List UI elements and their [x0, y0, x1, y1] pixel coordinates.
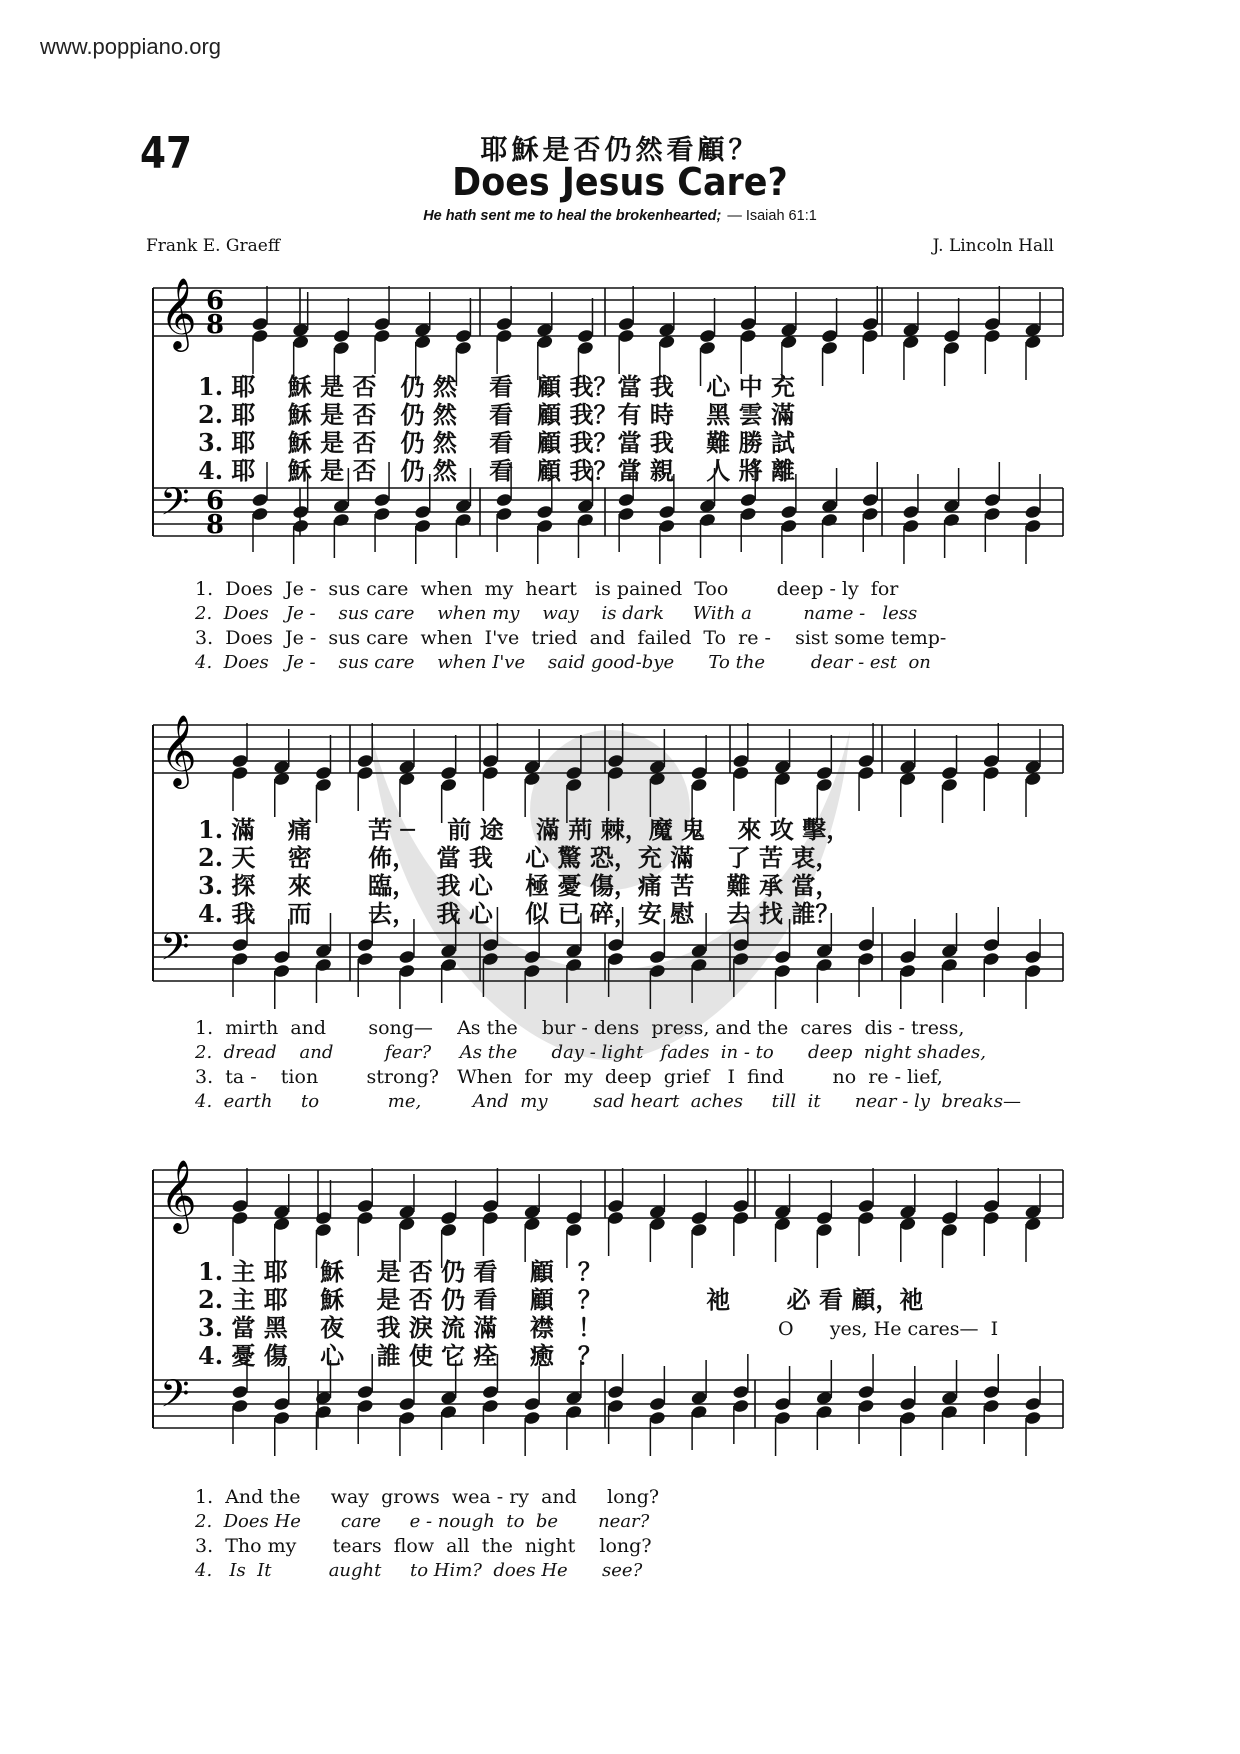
lyric-line-english: 4. Is It aught to Him? does He see? — [195, 1559, 643, 1581]
bass-clef-icon: 𝄢 — [160, 924, 190, 978]
title-english: Does Jesus Care? — [452, 160, 788, 204]
lyric-line-chinese: 2. 天 密 佈， 當 我 心 驚 恐，充 滿 了 苦 衷， — [198, 843, 840, 872]
lyric-line-english: 2. dread and fear? As the day - light fades in - to deep night shades, — [195, 1041, 986, 1063]
lyric-line-english: 1. mirth and song— As the bur - dens press, and the cares dis - tress, — [195, 1017, 965, 1039]
lyric-line-chinese: 1. 耶 穌 是 否 仍 然 看 顧 我？當 我 心 中 充 — [198, 372, 795, 401]
lyric-line-chinese: 2. 耶 穌 是 否 仍 然 看 顧 我？有 時 黑 雲 滿 — [198, 400, 795, 429]
lyric-line-english: 3. Tho my tears flow all the night long? — [195, 1535, 652, 1557]
hymn-number: 47 — [140, 128, 193, 179]
scripture-text: He hath sent me to heal the brokenhearted; — [423, 208, 722, 224]
lyric-line-english: 1. And the way grows wea - ry and long? — [195, 1486, 660, 1508]
lyric-line-chinese: 4. 我 而 去， 我 心 似 已 碎，安 慰 去 找 誰？ — [198, 899, 840, 928]
treble-time-sig-top: 6 — [206, 286, 225, 316]
treble-clef-icon: 𝄞 — [160, 1158, 197, 1231]
lyric-line-english: 4. earth to me, And my sad heart aches till it near - ly breaks— — [195, 1090, 1022, 1112]
bass-clef-icon: 𝄢 — [160, 1371, 190, 1425]
bass-clef-icon: 𝄢 — [160, 479, 190, 533]
lyric-line-chinese: 1. 主 耶 穌 是 否 仍 看 顧 ？ — [198, 1257, 602, 1286]
treble-clef-icon: 𝄞 — [160, 276, 197, 349]
lyric-line-chinese: 3. 探 來 臨， 我 心 極 憂 傷，痛 苦 難 承 當， — [198, 871, 840, 900]
lyric-line-english: 2. Does He care e - nough to be near? — [195, 1510, 650, 1532]
lyric-line-english: 3. Does Je - sus care when I've tried and failed To re - sist some temp- — [195, 627, 947, 649]
treble-time-sig-bottom: 8 — [206, 310, 225, 340]
title-chinese: 耶穌是否仍然看顧？ — [480, 135, 760, 166]
lyric-line-chinese: 1. 滿 痛 苦 ─ 前 途 滿 荊 棘，魔 鬼 來 攻 擊， — [198, 815, 851, 844]
lyric-line-english: 2. Does Je - sus care when my way is dark With a name - less — [195, 602, 918, 624]
lyric-line-english: 1. Does Je - sus care when my heart is pained Too deep - ly for — [195, 578, 899, 600]
lyric-line-chinese: 2. 主 耶 穌 是 否 仍 看 顧 ？ 祂 必 看 顧，祂 — [198, 1285, 924, 1314]
site-url: www.poppiano.org — [40, 34, 222, 59]
bass-time-sig-top: 6 — [206, 486, 225, 516]
lyric-line-english: 4. Does Je - sus care when I've said good-bye To the dear - est on — [195, 651, 931, 673]
treble-clef-icon: 𝄞 — [160, 713, 197, 786]
lyric-line-chinese: 4. 憂 傷 心 誰 使 它 痊 癒 ？ — [198, 1341, 602, 1370]
lyric-line-chinese: 3. 耶 穌 是 否 仍 然 看 顧 我？當 我 難 勝 試 — [198, 428, 795, 457]
refrain-lyric-english: O yes, He cares— I — [778, 1318, 999, 1340]
scripture-reference: — Isaiah 61:1 — [727, 208, 817, 224]
lyric-line-english: 3. ta - tion strong? When for my deep grief I find no re - lief, — [195, 1066, 943, 1088]
bass-time-sig-bottom: 8 — [206, 510, 225, 540]
composer-credit: J. Lincoln Hall — [932, 236, 1054, 256]
lyric-line-chinese: 4. 耶 穌 是 否 仍 然 看 顧 我？當 親 人 將 離 — [198, 456, 795, 485]
lyric-line-chinese: 3. 當 黑 夜 我 淚 流 滿 襟 ！ — [198, 1313, 602, 1342]
lyricist-credit: Frank E. Graeff — [146, 236, 280, 256]
